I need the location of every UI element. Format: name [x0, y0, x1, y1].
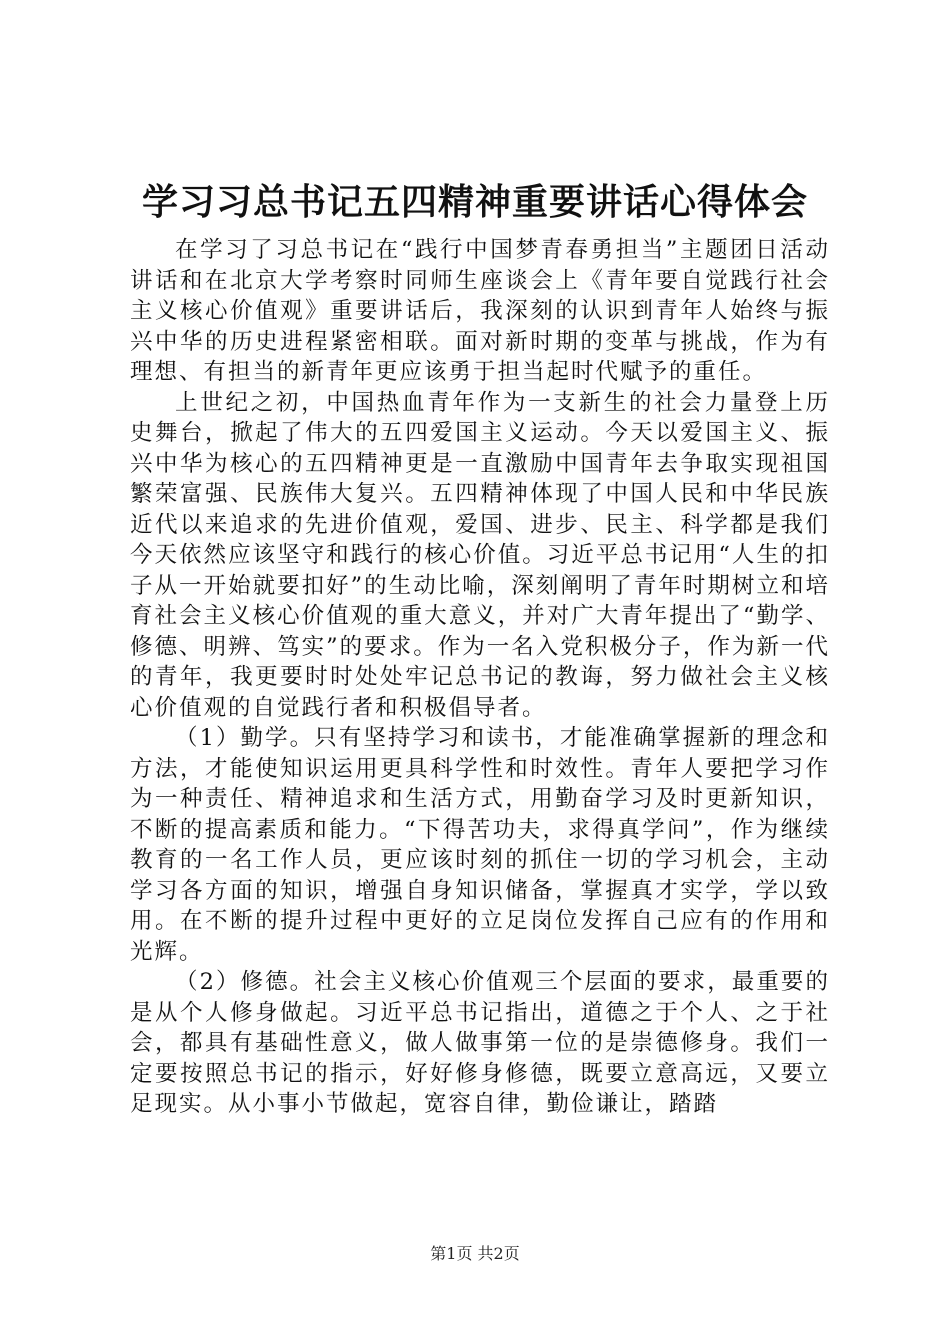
page-number-footer: 第1页 共2页 — [430, 1244, 520, 1263]
paragraph-history: 上世纪之初，中国热血青年作为一支新生的社会力量登上历史舞台，掀起了伟大的五四爱国主义运动。今天以爱国主义、振兴中华为核心的五四精神更是一直激励中国青年去争取实现祖国繁荣富强、民族伟大复兴。五四精神体现了中国人民和中华民族近代以来追求的先进价值观，爱国、进步、民主、科学都是我们今天依然应该坚守和践行的核心价值。习近平总书记用“人生的扣子从一开始就要扣好”的生动比喻，深刻阐明了青年时期树立和培育社会主义核心价值观的重大意义，并对广大青年提出了“勤学、修德、明辨、笃实”的要求。作为一名入党积极分子，作为新一代的青年，我更要时时处处牢记总书记的教诲，努力做社会主义核心价值观的自觉践行者和积极倡导者。 — [130, 389, 830, 721]
paragraph-intro: 在学习了习总书记在“践行中国梦青春勇担当”主题团日活动讲话和在北京大学考察时同师生座谈会上《青年要自觉践行社会主义核心价值观》重要讲话后，我深刻的认识到青年人始终与振兴中华的历史进程紧密相联。面对新时期的变革与挑战，作为有理想、有担当的新青年更应该勇于担当起时代赋予的重任。 — [130, 237, 830, 385]
document-title: 学习习总书记五四精神重要讲话心得体会 — [141, 181, 808, 223]
paragraph-diligent-study: （1）勤学。只有坚持学习和读书，才能准确掌握新的理念和方法，才能使知识运用更具科学性和时效性。青年人要把学习作为一种责任、精神追求和生活方式，用勤奋学习及时更新知识，不断的提高素质和能力。“下得苦功夫，求得真学问”，作为继续教育的一名工作人员，更应该时刻的抓住一切的学习机会，主动学习各方面的知识，增强自身知识储备，掌握真才实学，学以致用。在不断的提升过程中更好的立足岗位发挥自己应有的作用和光辉。 — [130, 725, 830, 965]
paragraph-cultivate-virtue: （2）修德。社会主义核心价值观三个层面的要求，最重要的是从个人修身做起。习近平总书记指出，道德之于个人、之于社会，都具有基础性意义，做人做事第一位的是崇德修身。我们一定要按照总书记的指示，好好修身修德，既要立意高远，又要立足现实。从小事小节做起，宽容自律，勤俭谦让，踏踏 — [130, 969, 830, 1117]
document-body — [130, 235, 830, 1120]
